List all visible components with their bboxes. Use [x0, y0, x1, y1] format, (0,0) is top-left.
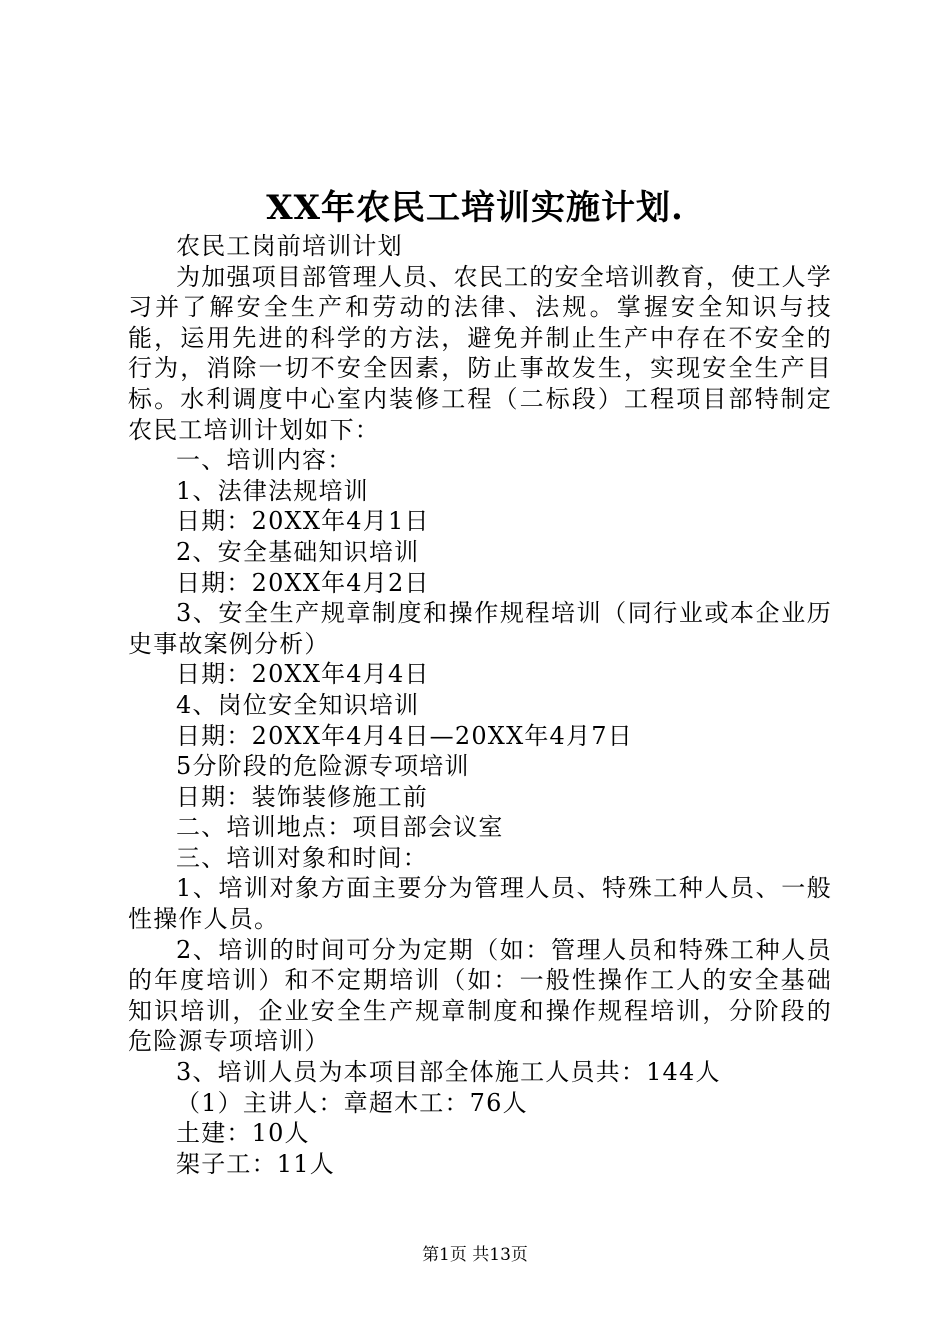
list-item-date: 日期：装饰装修施工前 [176, 782, 428, 811]
page-footer: 第1页 共13页 [422, 1245, 528, 1265]
section-heading-location: 二、培训地点：项目部会议室 [176, 813, 504, 842]
list-item: 3、安全生产规章制度和操作规程培训（同行业或本企业历史事故案例分析） [128, 599, 832, 658]
section-heading-audience: 三、培训对象和时间： [176, 843, 428, 872]
list-item-date: 日期：20XX年4月2日 [176, 568, 430, 597]
paragraph: 架子工：11人 [176, 1149, 335, 1178]
paragraph-intro: 为加强项目部管理人员、农民工的安全培训教育，使工人学习并了解安全生产和劳动的法律、法规。掌握安全知识与技能，运用先进的科学的方法，避免并制止生产中存在不安全的行为，消除一切不安全因素，防止事故发生，实现安全生产目标。水利调度中心室内装修工程（二标段）工程项目部特制定农民工培训计划如下： [128, 262, 832, 444]
list-item-date: 日期：20XX年4月4日—20XX年4月7日 [176, 721, 633, 750]
paragraph: 1、培训对象方面主要分为管理人员、特殊工种人员、一般性操作人员。 [128, 874, 832, 934]
list-item-date: 日期：20XX年4月4日 [176, 660, 430, 689]
section-heading-content: 一、培训内容： [176, 446, 353, 475]
paragraph: 2、培训的时间可分为定期（如：管理人员和特殊工种人员的年度培训）和不定期培训（如：一般性操作工人的安全基础知识培训，企业安全生产规章制度和操作规程培训，分阶段的危险源专项培训） [128, 935, 832, 1056]
list-item: 2、安全基础知识培训 [176, 537, 420, 566]
list-item: 4、岗位安全知识培训 [176, 690, 420, 719]
document-body [128, 231, 832, 1179]
document-title: XX年农民工培训实施计划. [266, 188, 684, 228]
paragraph-subtitle: 农民工岗前培训计划 [176, 232, 403, 260]
paragraph: 3、培训人员为本项目部全体施工人员共：144人 [176, 1058, 721, 1087]
paragraph: 土建：10人 [176, 1119, 310, 1148]
list-item: 5分阶段的危险源专项培训 [176, 752, 470, 781]
paragraph: （1）主讲人：章超木工：76人 [176, 1088, 528, 1117]
list-item: 1、法律法规培训 [176, 476, 369, 505]
list-item-date: 日期：20XX年4月1日 [176, 507, 430, 536]
